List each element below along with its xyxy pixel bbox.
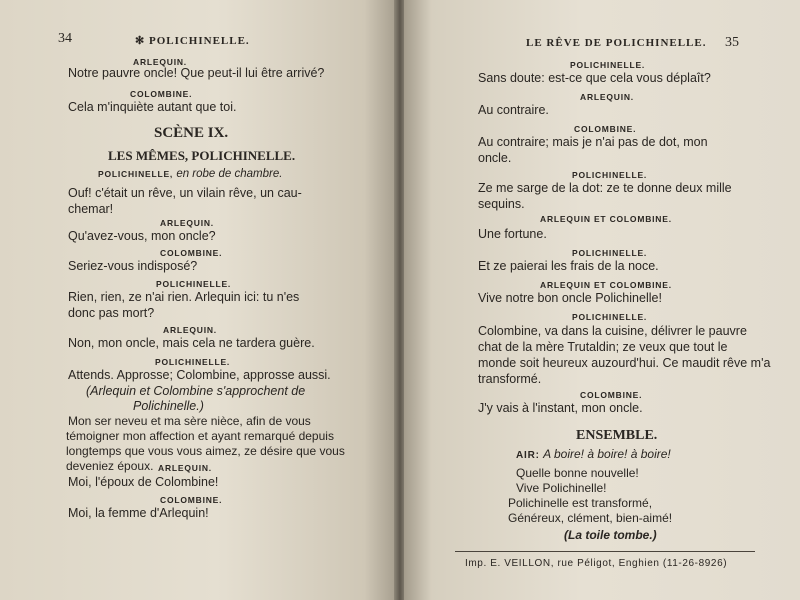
dialogue-line: Mon ser neveu et ma sère nièce, afin de vous [68, 414, 311, 428]
speaker-name: COLOMBINE. [580, 390, 643, 400]
dialogue-line: Ze me sarge de la dot: ze te donne deux mille [478, 181, 732, 195]
dialogue-line: Notre pauvre oncle! Que peut-il lui être arrivé? [68, 66, 325, 80]
speaker-name: ARLEQUIN. [163, 325, 217, 335]
scene-characters: LES MÊMES, POLICHINELLE. [108, 148, 296, 163]
air-title: A boire! à boire! à boire! [543, 447, 671, 461]
stage-intro [98, 168, 282, 180]
speaker-name: POLICHINELLE. [156, 279, 232, 289]
running-head-text: POLICHINELLE. [148, 35, 250, 47]
air-label: AIR: [516, 450, 540, 461]
song-line: Vive Polichinelle! [516, 481, 607, 495]
air-line [516, 447, 671, 461]
dialogue-line: oncle. [478, 151, 512, 165]
dialogue-line: Au contraire. [478, 103, 549, 117]
dialogue-line: Moi, la femme d'Arlequin! [68, 506, 209, 520]
speaker-name: ARLEQUIN. [133, 57, 187, 67]
speaker-name: POLICHINELLE, [98, 169, 174, 179]
dialogue-line: Et ze paierai les frais de la noce. [478, 259, 659, 273]
dialogue-line: Non, mon oncle, mais cela ne tardera guère. [68, 336, 315, 350]
dialogue-line: Vive notre bon oncle Polichinelle! [478, 291, 662, 305]
dialogue-line: Attends. Approsse; Colombine, approsse aussi. [68, 368, 331, 382]
dialogue-line: Une fortune. [478, 227, 547, 241]
dialogue-line: Colombine, va dans la cuisine, délivrer le pauvre [478, 324, 747, 338]
speaker-name: ARLEQUIN. [160, 218, 214, 228]
page-number: 35 [725, 35, 739, 50]
ornament-icon: ✻ [135, 35, 146, 47]
dialogue-line: Moi, l'époux de Colombine! [68, 475, 219, 489]
dialogue-line: Au contraire; mais je n'ai pas de dot, mon [478, 135, 708, 149]
stage-direction: (Arlequin et Colombine s'approchent de [86, 384, 306, 398]
page-number: 34 [58, 31, 72, 46]
speaker-name: ARLEQUIN. [580, 92, 634, 102]
song-line: Polichinelle est transformé, [508, 496, 653, 510]
dialogue-line: Qu'avez-vous, mon oncle? [68, 229, 216, 243]
dialogue-line: Cela m'inquiète autant que toi. [68, 100, 237, 114]
running-head [135, 34, 250, 47]
speaker-name: POLICHINELLE. [572, 248, 648, 258]
dialogue-line: longtemps que vous vous aimez, ze désire que vous [66, 444, 345, 458]
speaker-name: COLOMBINE. [130, 89, 193, 99]
dialogue-line: Seriez-vous indisposé? [68, 259, 198, 273]
dialogue-line: chat de la mère Trutaldin; ze veux que tout le [478, 340, 728, 354]
dialogue-line: J'y vais à l'instant, mon oncle. [478, 401, 643, 415]
dialogue-line: deveniez époux. [66, 459, 154, 473]
dialogue-line: Rien, rien, ze n'ai rien. Arlequin ici: tu n'es [68, 290, 300, 304]
dialogue-line: Sans doute: est-ce que cela vous déplaît? [478, 71, 711, 85]
speaker-name: POLICHINELLE. [570, 60, 646, 70]
speaker-name: COLOMBINE. [574, 124, 637, 134]
running-head: LE RÊVE DE POLICHINELLE. [526, 37, 707, 49]
closing-direction: (La toile tombe.) [564, 528, 657, 542]
dialogue-line: monde soit heureux auzourd'hui. Ce maudit rêve m'a [478, 356, 771, 370]
left-page [0, 0, 396, 600]
song-line: Quelle bonne nouvelle! [516, 466, 639, 480]
scene-title: SCÈNE IX. [154, 125, 229, 141]
dialogue-line: Ouf! c'était un rêve, un vilain rêve, un cau- [68, 186, 302, 200]
dialogue-line: transformé. [478, 372, 542, 386]
right-page [404, 0, 800, 600]
speaker-name: POLICHINELLE. [572, 312, 648, 322]
ensemble-title: ENSEMBLE. [576, 428, 658, 443]
speaker-name: ARLEQUIN. [158, 463, 212, 473]
printer-footer: Imp. E. VEILLON, rue Péligot, Enghien (11-26-8926) [465, 558, 728, 569]
stage-direction: Polichinelle.) [133, 399, 204, 413]
speaker-name: POLICHINELLE. [155, 357, 231, 367]
song-line: Généreux, clément, bien-aimé! [508, 511, 673, 525]
speaker-name: COLOMBINE. [160, 248, 223, 258]
speaker-name: ARLEQUIN ET COLOMBINE. [540, 214, 672, 224]
footer-rule [455, 551, 755, 552]
dialogue-line: donc pas mort? [68, 306, 155, 320]
speaker-name: ARLEQUIN ET COLOMBINE. [540, 280, 672, 290]
dialogue-line: sequins. [478, 197, 525, 211]
dialogue-line: chemar! [68, 202, 114, 216]
speaker-name: POLICHINELLE. [572, 170, 648, 180]
stage-direction: en robe de chambre. [176, 168, 283, 180]
speaker-name: COLOMBINE. [160, 495, 223, 505]
dialogue-line: témoigner mon affection et ayant remarqué depuis [66, 429, 334, 443]
